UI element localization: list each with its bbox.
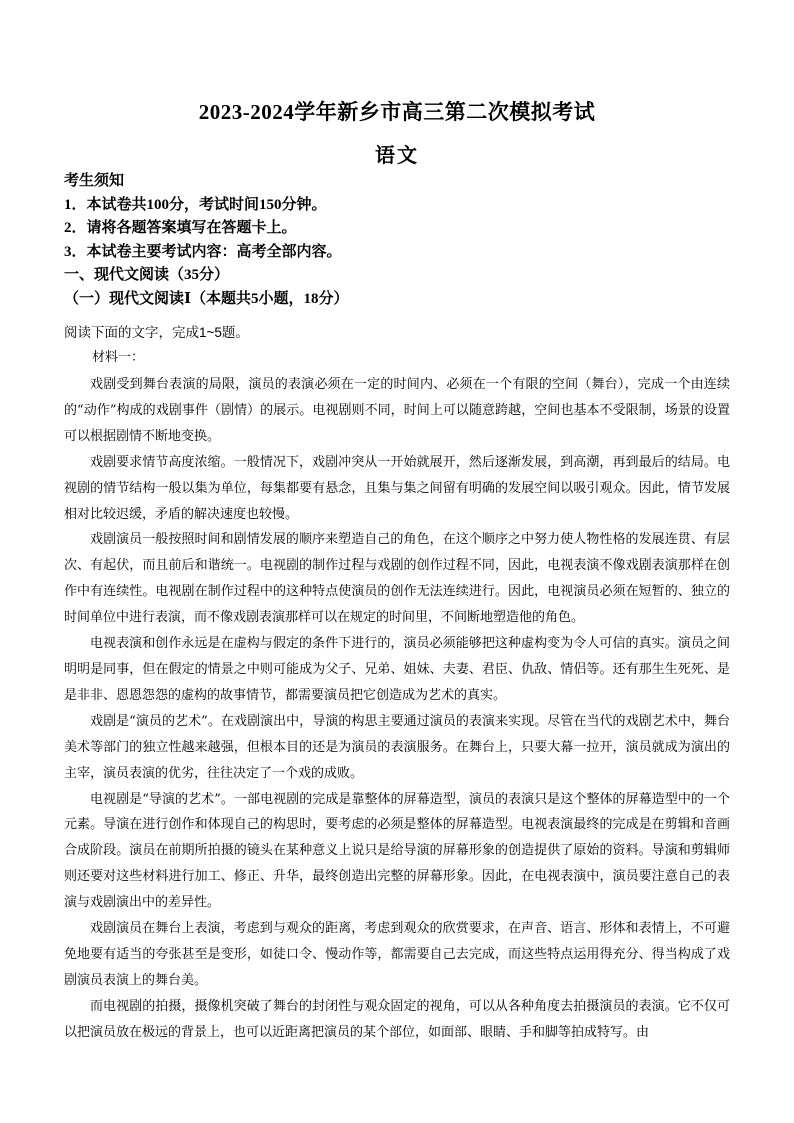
notes-item: 2．请将各题答案填写在答题卡上。 [64,220,297,236]
subject-title: 语文 [375,145,419,167]
section-heading: 一、现代文阅读（35分） [64,267,230,283]
passage-paragraph: 电视表演和创作永远是在虚构与假定的条件下进行的，演员必须能够把这种虚构变为令人可信的真实。演员之间明明是同事，但在假定的情景之中则可能成为父子、兄弟、姐妹、夫妻、君臣、仇敌、情侣等。还有那生生死死、是是非非、恩恩怨怨的虚构的故事情节，都需要演员把它创造成为艺术的真实。 [64,636,730,703]
passage-paragraph: 电视剧是“导演的艺术”。一部电视剧的完成是靠整体的屏幕造型，演员的表演只是这个整体的屏幕造型中的一个元素。导演在进行创作和体现自己的构思时，要考虑的必须是整体的屏幕造型。电视表演最终的完成是在剪辑和音画合成阶段。演员在前期所拍摄的镜头在某种意义上说只是给导演的屏幕形象的创造提供了原始的资料。导演和剪辑师则还要对这些材料进行加工、修正、升华，最终创造出完整的屏幕形象。因此，在电视表演中，演员要注意自己的表演与戏剧演出中的差异性。 [64,791,730,911]
passage-paragraph: 戏剧演员在舞台上表演，考虑到与观众的距离，考虑到观众的欣赏要求，在声音、语言、形体和表情上，不可避免地要有适当的夸张甚至是变形，如徒口令、慢动作等，都需要自己去完成，而这些特点运用得充分、得当构成了戏剧演员表演上的舞台美。 [64,921,730,988]
notes-item: 1．本试卷共100分，考试时间150分钟。 [64,196,327,213]
material-label: 材料一： [92,350,145,365]
candidate-notes [64,170,734,311]
passage-paragraph: 而电视剧的拍摄，摄像机突破了舞台的封闭性与观众固定的视角，可以从各种角度去拍摄演员的表演。它不仅可以把演员放在极远的背景上，也可以近距离把演员的某个部位，如面部、眼睛、手和脚等拍成特写。由 [64,998,730,1040]
passage-paragraph: 戏剧受到舞台表演的局限，演员的表演必须在一定的时间内、必须在一个有限的空间（舞台），完成一个由连续的“动作”构成的戏剧事件（剧情）的展示。电视剧则不同，时间上可以随意跨越，空间也基本不受限制，场景的设置可以根据剧情不断地变换。 [64,377,730,444]
subsection-heading: （一）现代文阅读Ⅰ（本题共5小题，18分） [64,290,349,307]
passage-paragraph: 戏剧是“演员的艺术”。在戏剧演出中，导演的构思主要通过演员的表演来实现。尽管在当代的戏剧艺术中，舞台美术等部门的独立性越来越强，但根本目的还是为演员的表演服务。在舞台上，只要大幕一拉开，演员就成为演出的主宰，演员表演的优劣，往往决定了一个戏的成败。 [64,713,730,781]
passage-paragraph: 戏剧演员一般按照时间和剧情发展的顺序来塑造自己的角色，在这个顺序之中努力使人物性格的发展连贯、有层次、有起伏，而且前后和谐统一。电视剧的制作过程与戏剧的创作过程不同，因此，电视表演不像戏剧表演那样在创作中有连续性。电视剧在制作过程中的这种特点使演员的创作无法连续进行。因此，电视演员必须在短暂的、独立的时间单位中进行表演，而不像戏剧表演那样可以在规定的时间里，不间断地塑造他的角色。 [64,532,730,626]
notes-item: 3．本试卷主要考试内容：高考全部内容。 [64,243,342,260]
reading-passage [64,372,730,1046]
passage-paragraph: 戏剧要求情节高度浓缩。一般情况下，戏剧冲突从一开始就展开，然后逐渐发展，到高潮，再到最后的结局。电视剧的情节结构一般以集为单位，每集都要有悬念，且集与集之间留有明确的发展空间以吸引观众。因此，情节发展相对比较迟缓，矛盾的解决速度也较慢。 [64,454,730,522]
notes-heading: 考生须知 [64,173,125,189]
exam-title: 2023-2024学年新乡市高三第二次模拟考试 [198,100,596,124]
reading-instruction: 阅读下面的文字，完成1~5题。 [64,325,249,340]
